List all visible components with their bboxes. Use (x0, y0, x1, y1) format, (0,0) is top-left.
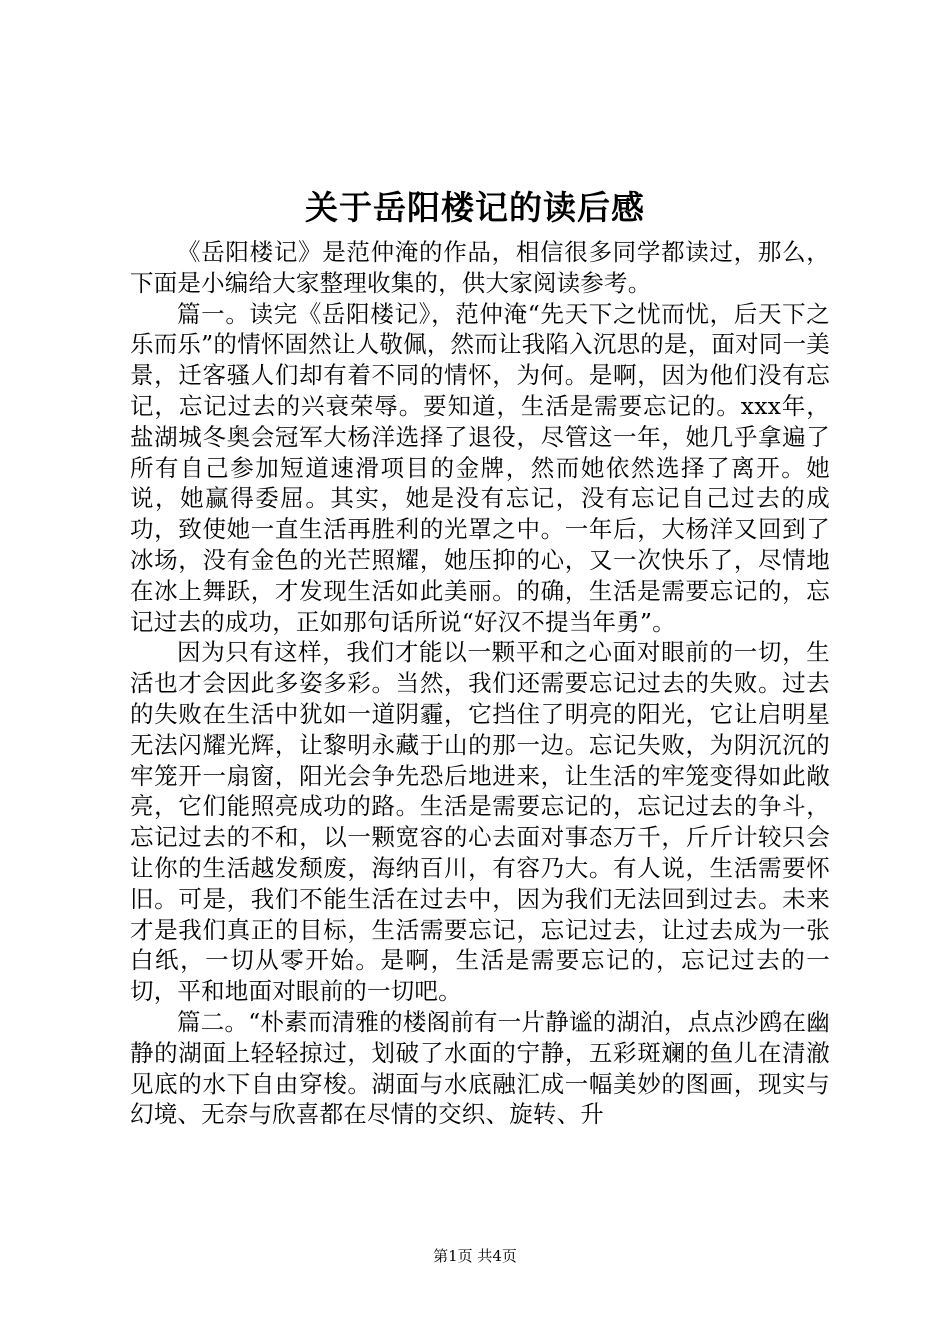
paragraph-part-one-continued: 因为只有这样，我们才能以一颗平和之心面对眼前的一切，生活也才会因此多姿多彩。当然，我们还需要忘记过去的失败。过去的失败在生活中犹如一道阴霾，它挡住了明亮的阳光，它让启明星无法闪耀光辉，让黎明永藏于山的那一边。忘记失败，为阴沉沉的牢笼开一扇窗，阳光会争先恐后地进来，让生活的牢笼变得如此敞亮，它们能照亮成功的路。生活是需要忘记的，忘记过去的争斗，忘记过去的不和，以一颗宽容的心去面对事态万千，斤斤计较只会让你的生活越发颓废，海纳百川，有容乃大。有人说，生活需要怀旧。可是，我们不能生活在过去中，因为我们无法回到过去。未来才是我们真正的目标，生活需要忘记，忘记过去，让过去成为一张白纸，一切从零开始。是啊，生活是需要忘记的，忘记过去的一切，平和地面对眼前的一切吧。 (130, 638, 830, 1006)
paragraph-part-two: 篇二。“朴素而清雅的楼阁前有一片静谧的湖泊，点点沙鸥在幽静的湖面上轻轻掠过，划破了水面的宁静，五彩斑斓的鱼儿在清澈见底的水下自由穿梭。湖面与水底融汇成一幅美妙的图画，现实与幻境、无奈与欣喜都在尽情的交织、旋转、升 (130, 1007, 830, 1129)
page-total: 共4页 (477, 1247, 517, 1265)
document-title: 关于岳阳楼记的读后感 (305, 188, 645, 227)
page-number: 第1页 (433, 1247, 473, 1265)
document-body (130, 237, 830, 1130)
paragraph-part-one: 篇一。读完《岳阳楼记》，范仲淹“先天下之忧而忧，后天下之乐而乐”的情怀固然让人敬佩，然而让我陷入沉思的是，面对同一美景，迁客骚人们却有着不同的情怀，为何。是啊，因为他们没有忘记，忘记过去的兴衰荣辱。要知道，生活是需要忘记的。xxx年，盐湖城冬奥会冠军大杨洋选择了退役，尽管这一年，她几乎拿遍了所有自己参加短道速滑项目的金牌，然而她依然选择了离开。她说，她赢得委屈。其实，她是没有忘记，没有忘记自己过去的成功，致使她一直生活再胜利的光罩之中。一年后，大杨洋又回到了冰场，没有金色的光芒照耀，她压抑的心，又一次快乐了，尽情地在冰上舞跃，才发现生活如此美丽。的确，生活是需要忘记的，忘记过去的成功，正如那句话所说“好汉不提当年勇”。 (130, 299, 830, 636)
paragraph-intro: 《岳阳楼记》是范仲淹的作品，相信很多同学都读过，那么，下面是小编给大家整理收集的，供大家阅读参考。 (130, 238, 830, 297)
page-footer (0, 1246, 950, 1266)
